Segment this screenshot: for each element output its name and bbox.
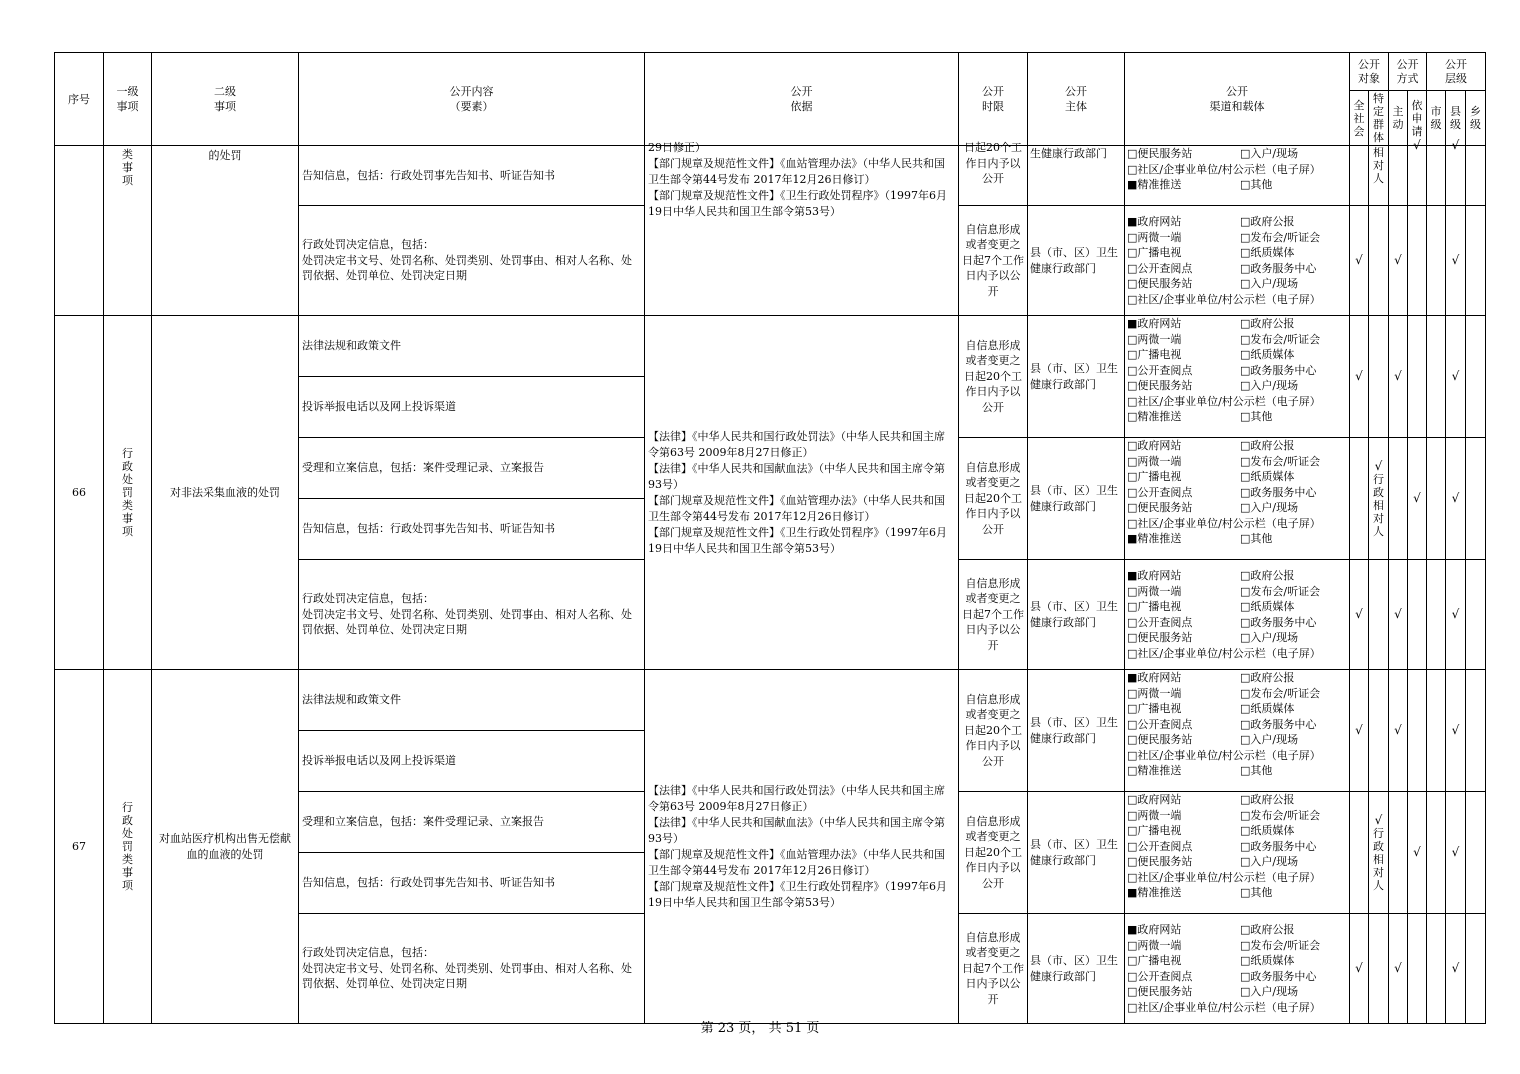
object-group-cell — [1369, 206, 1389, 316]
content-cell: 投诉举报电话以及网上投诉渠道 — [299, 731, 645, 792]
content-cell: 行政处罚决定信息，包括： 处罚决定书文号、处罚名称、处罚类别、处罚事由、相对人名称、处罚依据、处罚单位、处罚决定日期 — [299, 560, 645, 670]
time-cell: 自信息形成或者变更之日起7个工作日内予以公开 — [959, 914, 1028, 1024]
basis-cell: 【法律】《中华人民共和国行政处罚法》（中华人民共和国主席令第63号 2009年8月27日修正） 【法律】《中华人民共和国献血法》（中华人民共和国主席令第93号） 【部门规章及规范性文件】《血站管理办法》（中华人民共和国卫生部令第44号发布 2017年12月26日修订） 【部门规章及规范性文件】《卫生行政处罚程序》（1997年6月19日中华人民共和国卫生部令第53号） — [645, 670, 959, 1024]
object-group-cell: √ 行 政 相 对 人 — [1369, 438, 1389, 560]
method-apply-cell: √ — [1408, 146, 1427, 206]
header-level-county: 县级 — [1446, 91, 1466, 146]
object-all-cell: √ — [1350, 316, 1369, 438]
category-cell: 行 政 处 罚 类 事 项 — [104, 316, 152, 670]
level2-cell: 的处罚 — [152, 146, 299, 316]
time-cell: 自信息形成或者变更之日起20个工作日内予以公开 — [959, 316, 1028, 438]
level-county-cell: √ — [1446, 560, 1466, 670]
method-apply-cell — [1408, 316, 1427, 438]
header-level2: 二级事项 — [152, 53, 299, 146]
object-all-cell: √ — [1350, 914, 1369, 1024]
object-all-cell: √ — [1350, 206, 1369, 316]
level2-cell: 对非法采集血液的处罚 — [152, 316, 299, 670]
basis-cell: 29日修正） 【部门规章及规范性文件】《血站管理办法》（中华人民共和国卫生部令第44号发布 2017年12月26日修订） 【部门规章及规范性文件】《卫生行政处罚程序》（1997年6月19日中华人民共和国卫生部令第53号） — [645, 146, 959, 316]
seq-cell: 66 — [55, 316, 104, 670]
channel-cell: □政府网站 □政府公报 □两微一端 □发布会/听证会 □广播电视 □纸质媒体 □公开查阅点 □政务服务中心 □便民服务站 □入户/现场 □社区/企事业单位/村公示栏（电子屏） ■精准推送 □其他 — [1125, 792, 1350, 914]
seq-cell: 67 — [55, 670, 104, 1024]
header-method-apply: 依申请 — [1408, 91, 1427, 146]
header-subject: 公开 主体 — [1028, 53, 1125, 146]
method-apply-cell: √ — [1408, 438, 1427, 560]
method-active-cell: √ — [1389, 316, 1408, 438]
subject-cell: 县（市、区）卫生健康行政部门 — [1028, 792, 1125, 914]
time-cell: 自信息形成或者变更之日起7个工作日内予以公开 — [959, 206, 1028, 316]
object-all-cell — [1350, 438, 1369, 560]
page-footer: 第 23 页， 共 51 页 — [700, 1021, 820, 1036]
channel-cell: □政府网站 □政府公报 □两微一端 □发布会/听证会 □广播电视 □纸质媒体 □公开查阅点 □政务服务中心 □便民服务站 □入户/现场 □社区/企事业单位/村公示栏（电子屏） ■精准推送 □其他 — [1125, 438, 1350, 560]
method-apply-cell — [1408, 206, 1427, 316]
level-city-cell — [1427, 670, 1446, 792]
level-county-cell: √ — [1446, 438, 1466, 560]
category-cell: 行 政 处 罚 类 事 项 — [104, 670, 152, 1024]
object-group-cell: √ 行 政 相 对 人 — [1369, 792, 1389, 914]
method-active-cell: √ — [1389, 914, 1408, 1024]
time-cell: 自信息形成或者变更之日起20个工作日内予以公开 — [959, 670, 1028, 792]
header-basis: 公开 依据 — [645, 53, 959, 146]
level-town-cell — [1466, 792, 1486, 914]
seq-cell — [55, 146, 104, 316]
level-city-cell — [1427, 560, 1446, 670]
object-group-cell: 相 对 人 — [1369, 146, 1389, 206]
method-apply-cell — [1408, 670, 1427, 792]
header-level1: 一级事项 — [104, 53, 152, 146]
level-county-cell: √ — [1446, 914, 1466, 1024]
header-method-active: 主动 — [1389, 91, 1408, 146]
level-county-cell: √ — [1446, 316, 1466, 438]
header-level-city: 市级 — [1427, 91, 1446, 146]
table-row — [55, 146, 1486, 206]
channel-cell: ■政府网站 □政府公报 □两微一端 □发布会/听证会 □广播电视 □纸质媒体 □公开查阅点 □政务服务中心 □便民服务站 □入户/现场 □社区/企事业单位/村公示栏（电子屏） □精准推送 □其他 — [1125, 316, 1350, 438]
table-row — [55, 316, 1486, 377]
object-all-cell — [1350, 146, 1369, 206]
time-cell: 自信息形成或者变更之日起20个工作日内予以公开 — [959, 792, 1028, 914]
subject-cell: 生健康行政部门 — [1028, 146, 1125, 206]
disclosure-table — [54, 52, 1486, 1024]
header-object: 公开对象 — [1350, 53, 1389, 91]
subject-cell: 县（市、区）卫生健康行政部门 — [1028, 560, 1125, 670]
level-city-cell — [1427, 792, 1446, 914]
level-county-cell: √ — [1446, 792, 1466, 914]
level-town-cell — [1466, 670, 1486, 792]
level-town-cell — [1466, 560, 1486, 670]
content-cell: 告知信息，包括：行政处罚事先告知书、听证告知书 — [299, 499, 645, 560]
method-active-cell: √ — [1389, 206, 1408, 316]
content-cell: 行政处罚决定信息，包括： 处罚决定书文号、处罚名称、处罚类别、处罚事由、相对人名称、处罚依据、处罚单位、处罚决定日期 — [299, 206, 645, 316]
level-city-cell — [1427, 206, 1446, 316]
header-seq: 序号 — [55, 53, 104, 146]
object-group-cell — [1369, 560, 1389, 670]
header-level-town: 乡级 — [1466, 91, 1486, 146]
object-all-cell — [1350, 792, 1369, 914]
level-town-cell — [1466, 146, 1486, 206]
time-cell: 自信息形成或者变更之日起7个工作日内予以公开 — [959, 560, 1028, 670]
table-row — [55, 670, 1486, 731]
level-town-cell — [1466, 316, 1486, 438]
object-group-cell — [1369, 670, 1389, 792]
level-town-cell — [1466, 914, 1486, 1024]
method-active-cell: √ — [1389, 560, 1408, 670]
header-method: 公开方式 — [1389, 53, 1427, 91]
header-content: 公开内容 （要素） — [299, 53, 645, 146]
subject-cell: 县（市、区）卫生健康行政部门 — [1028, 914, 1125, 1024]
channel-cell: ■政府网站 □政府公报 □两微一端 □发布会/听证会 □广播电视 □纸质媒体 □公开查阅点 □政务服务中心 □便民服务站 □入户/现场 □社区/企事业单位/村公示栏（电子屏） — [1125, 560, 1350, 670]
content-cell: 投诉举报电话以及网上投诉渠道 — [299, 377, 645, 438]
method-apply-cell — [1408, 560, 1427, 670]
header-object-all: 全社会 — [1350, 91, 1369, 146]
header-level: 公开层级 — [1427, 53, 1486, 91]
time-cell: 日起20个工作日内予以公开 — [959, 146, 1028, 206]
content-cell: 告知信息，包括：行政处罚事先告知书、听证告知书 — [299, 146, 645, 206]
object-group-cell — [1369, 914, 1389, 1024]
subject-cell: 县（市、区）卫生健康行政部门 — [1028, 438, 1125, 560]
subject-cell: 县（市、区）卫生健康行政部门 — [1028, 670, 1125, 792]
level-county-cell: √ — [1446, 670, 1466, 792]
method-active-cell — [1389, 438, 1408, 560]
header-object-group: 特定群体 — [1369, 91, 1389, 146]
channel-cell: ■政府网站 □政府公报 □两微一端 □发布会/听证会 □广播电视 □纸质媒体 □公开查阅点 □政务服务中心 □便民服务站 □入户/现场 □社区/企事业单位/村公示栏（电子屏） — [1125, 206, 1350, 316]
object-all-cell: √ — [1350, 670, 1369, 792]
level-town-cell — [1466, 206, 1486, 316]
level-county-cell: √ — [1446, 206, 1466, 316]
object-group-cell — [1369, 316, 1389, 438]
channel-cell: ■政府网站 □政府公报 □两微一端 □发布会/听证会 □广播电视 □纸质媒体 □公开查阅点 □政务服务中心 □便民服务站 □入户/现场 □社区/企事业单位/村公示栏（电子屏） — [1125, 914, 1350, 1024]
header-channel: 公开 渠道和载体 — [1125, 53, 1350, 146]
content-cell: 行政处罚决定信息，包括： 处罚决定书文号、处罚名称、处罚类别、处罚事由、相对人名称、处罚依据、处罚单位、处罚决定日期 — [299, 914, 645, 1024]
method-apply-cell — [1408, 914, 1427, 1024]
channel-cell: ■政府网站 □政府公报 □两微一端 □发布会/听证会 □广播电视 □纸质媒体 □公开查阅点 □政务服务中心 □便民服务站 □入户/现场 □社区/企事业单位/村公示栏（电子屏） □精准推送 □其他 — [1125, 670, 1350, 792]
content-cell: 告知信息，包括：行政处罚事先告知书、听证告知书 — [299, 853, 645, 914]
method-active-cell — [1389, 792, 1408, 914]
content-cell: 法律法规和政策文件 — [299, 670, 645, 731]
level2-cell: 对血站医疗机构出售无偿献血的血液的处罚 — [152, 670, 299, 1024]
channel-cell: □便民服务站 □入户/现场 □社区/企事业单位/村公示栏（电子屏） ■精准推送 □其他 — [1125, 146, 1350, 206]
time-cell: 自信息形成或者变更之日起20个工作日内予以公开 — [959, 438, 1028, 560]
header-timelimit: 公开 时限 — [959, 53, 1028, 146]
category-cell: 类 事 项 — [104, 146, 152, 316]
level-city-cell — [1427, 146, 1446, 206]
level-city-cell — [1427, 438, 1446, 560]
subject-cell: 县（市、区）卫生健康行政部门 — [1028, 316, 1125, 438]
content-cell: 法律法规和政策文件 — [299, 316, 645, 377]
level-city-cell — [1427, 316, 1446, 438]
content-cell: 受理和立案信息，包括：案件受理记录、立案报告 — [299, 792, 645, 853]
level-town-cell — [1466, 438, 1486, 560]
method-apply-cell: √ — [1408, 792, 1427, 914]
content-cell: 受理和立案信息，包括：案件受理记录、立案报告 — [299, 438, 645, 499]
level-county-cell: √ — [1446, 146, 1466, 206]
subject-cell: 县（市、区）卫生健康行政部门 — [1028, 206, 1125, 316]
object-all-cell: √ — [1350, 560, 1369, 670]
basis-cell: 【法律】《中华人民共和国行政处罚法》（中华人民共和国主席令第63号 2009年8月27日修正） 【法律】《中华人民共和国献血法》（中华人民共和国主席令第93号） 【部门规章及规范性文件】《血站管理办法》（中华人民共和国卫生部令第44号发布 2017年12月26日修订） 【部门规章及规范性文件】《卫生行政处罚程序》（1997年6月19日中华人民共和国卫生部令第53号） — [645, 316, 959, 670]
method-active-cell — [1389, 146, 1408, 206]
level-city-cell — [1427, 914, 1446, 1024]
method-active-cell: √ — [1389, 670, 1408, 792]
